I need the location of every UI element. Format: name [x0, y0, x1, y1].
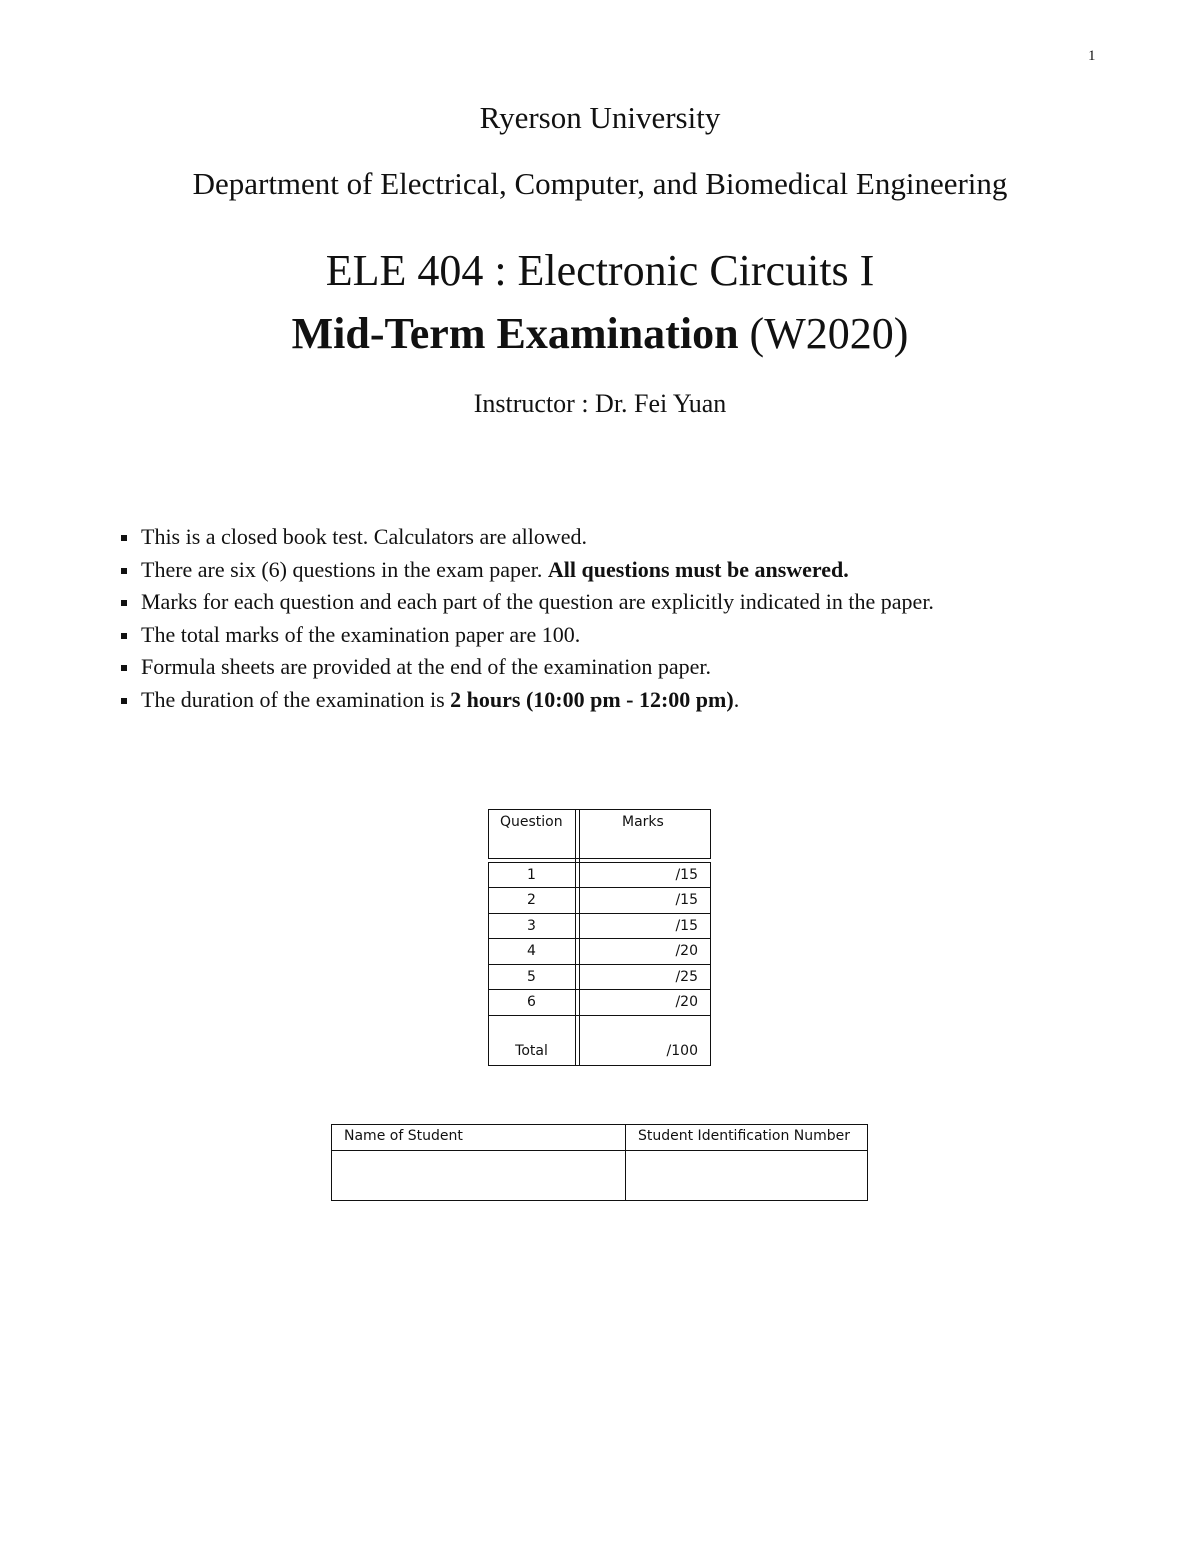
- instruction-item: There are six (6) questions in the exam paper. All questions must be answered.: [0, 554, 934, 587]
- department-name: Department of Electrical, Computer, and Biomedical Engineering: [192, 166, 1008, 201]
- marks-header: Marks: [622, 814, 664, 830]
- instruction-item: The total marks of the examination paper are 100.: [0, 619, 934, 652]
- marks-table: [488, 809, 711, 1066]
- question-number: 1: [527, 867, 536, 883]
- question-marks: /15: [675, 892, 698, 908]
- student-id-field[interactable]: [626, 1151, 867, 1200]
- question-header: Question: [500, 814, 563, 830]
- question-number: 4: [527, 943, 536, 959]
- instruction-item: Marks for each question and each part of the question are explicitly indicated in the paper.: [0, 586, 934, 619]
- instructions-list: [0, 521, 934, 717]
- exam-title-bold: Mid-Term Examination: [291, 309, 739, 358]
- student-id-table: [331, 1124, 868, 1201]
- university-name: Ryerson University: [479, 100, 721, 135]
- exam-title: [0, 308, 1200, 359]
- question-marks: /25: [675, 969, 698, 985]
- instruction-item: Formula sheets are provided at the end of the examination paper.: [0, 651, 934, 684]
- instruction-item: The duration of the examination is 2 hours (10:00 pm - 12:00 pm).: [0, 684, 934, 717]
- course-title: ELE 404 : Electronic Circuits I: [325, 246, 875, 295]
- instructor: Instructor : Dr. Fei Yuan: [473, 389, 727, 418]
- question-number: 2: [527, 892, 536, 908]
- student-name-field[interactable]: [331, 1151, 625, 1200]
- question-marks: /20: [675, 943, 698, 959]
- exam-term: (W2020): [749, 309, 909, 358]
- question-number: 6: [527, 994, 536, 1010]
- instruction-item: This is a closed book test. Calculators are allowed.: [0, 521, 934, 554]
- question-marks: /15: [675, 867, 698, 883]
- total-marks: /100: [666, 1043, 698, 1059]
- question-marks: /15: [675, 918, 698, 934]
- total-label: Total: [515, 1043, 548, 1059]
- student-id-label: Student Identification Number: [638, 1128, 851, 1144]
- student-name-label: Name of Student: [344, 1128, 463, 1144]
- question-number: 3: [527, 918, 536, 934]
- question-number: 5: [527, 969, 536, 985]
- question-marks: /20: [675, 994, 698, 1010]
- page-number: 1: [1088, 48, 1096, 64]
